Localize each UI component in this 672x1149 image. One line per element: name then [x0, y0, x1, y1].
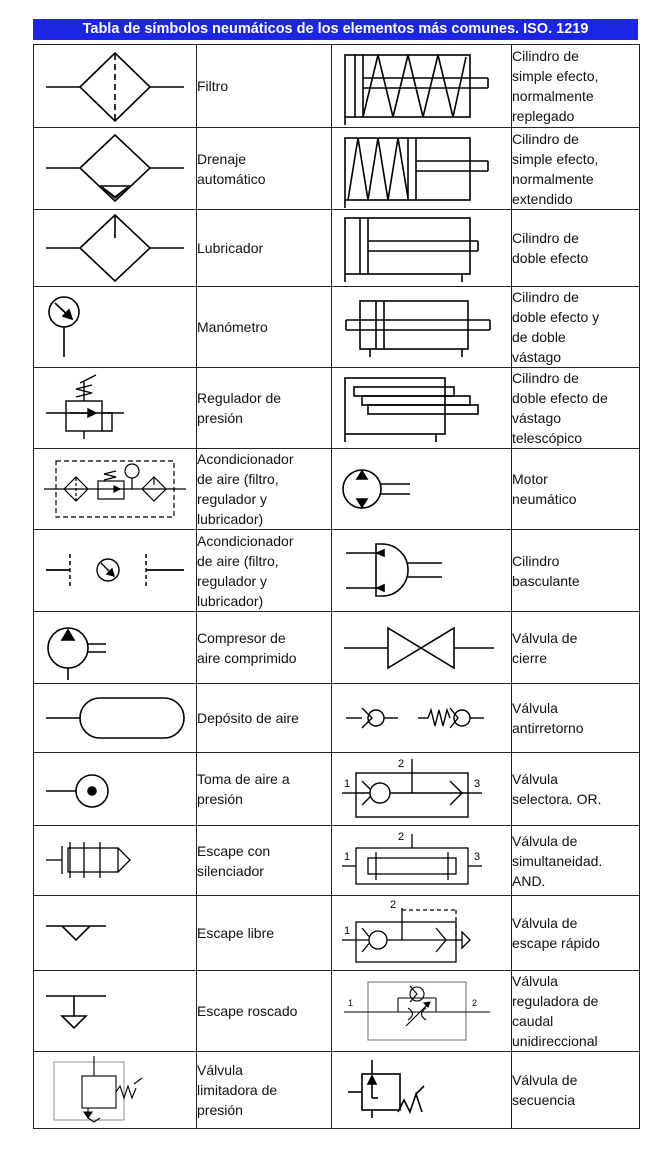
air-conditioning-unit-detailed-icon: [34, 449, 196, 529]
port-label: 3: [474, 778, 481, 790]
symbol-label: Cilindro de simple efecto, normalmente extendido: [512, 130, 599, 207]
symbol-cell: [332, 449, 512, 530]
port-label: 2: [472, 997, 478, 1008]
symbol-cell: [332, 612, 512, 684]
symbol-label: Compresor de aire comprimido: [197, 629, 297, 666]
symbol-cell: [34, 753, 197, 826]
symbol-label-cell: [512, 287, 640, 368]
symbol-label-cell: [197, 530, 332, 612]
air-tank-symbol-icon: [34, 684, 196, 752]
symbol-label: Válvula selectora. OR.: [512, 771, 602, 807]
symbol-label-cell: [197, 449, 332, 530]
automatic-drain-symbol-icon: [34, 128, 196, 209]
symbol-label: Drenaje automático: [197, 150, 266, 187]
symbol-cell: [34, 530, 197, 612]
threaded-exhaust-symbol-icon: [34, 972, 196, 1051]
port-label: 1: [348, 997, 354, 1008]
symbol-label-cell: [512, 530, 640, 612]
symbol-label: Escape roscado: [197, 1003, 298, 1019]
symbol-cell: [34, 45, 197, 128]
table-row: [34, 612, 640, 684]
two-pressure-valve-and-icon: [332, 826, 511, 895]
symbol-label-cell: [197, 210, 332, 287]
double-acting-cylinder-icon: [332, 210, 511, 286]
symbol-label-cell: [512, 210, 640, 287]
symbol-cell: [332, 287, 512, 368]
symbol-label: Escape libre: [197, 925, 275, 941]
symbol-cell: [332, 971, 512, 1052]
symbol-label: Cilindro de doble efecto de vástago telescópico: [512, 370, 608, 446]
symbol-cell: [34, 210, 197, 287]
symbol-label: Depósito de aire: [197, 710, 299, 726]
symbol-label-cell: [197, 45, 332, 128]
one-way-flow-control-valve-icon: [332, 972, 511, 1051]
symbol-label-cell: [512, 896, 640, 971]
symbol-label: Válvula de escape rápido: [512, 915, 600, 951]
port-label: 2: [398, 758, 405, 770]
symbol-cell: [332, 45, 512, 128]
symbol-label: Válvula de secuencia: [512, 1072, 578, 1108]
lubricator-symbol-icon: [34, 210, 196, 286]
symbol-label-cell: [197, 826, 332, 896]
symbol-label-cell: [197, 612, 332, 684]
symbol-label-cell: [512, 612, 640, 684]
symbol-label: Cilindro de doble efecto: [512, 230, 589, 266]
symbol-label-cell: [512, 826, 640, 896]
symbol-label-cell: [512, 1052, 640, 1129]
shutoff-valve-icon: [332, 612, 511, 683]
symbol-cell: [34, 1052, 197, 1129]
table-row: [34, 128, 640, 210]
telescopic-cylinder-icon: [332, 369, 511, 448]
symbol-label: Válvula antirretorno: [512, 700, 584, 736]
symbol-cell: [332, 368, 512, 449]
free-exhaust-symbol-icon: [34, 896, 196, 970]
table-row: [34, 449, 640, 530]
table-row: [34, 210, 640, 287]
symbol-label-cell: [197, 368, 332, 449]
symbol-label: Regulador de presión: [197, 390, 282, 426]
table-row: [34, 826, 640, 896]
symbol-cell: [34, 287, 197, 368]
symbol-label-cell: [512, 368, 640, 449]
symbol-label: Manómetro: [197, 319, 268, 335]
port-label: 1: [344, 925, 351, 937]
pressure-outlet-symbol-icon: [34, 753, 196, 825]
sequence-valve-icon: [332, 1052, 511, 1128]
symbol-label-cell: [512, 684, 640, 753]
port-label: 1: [344, 851, 351, 863]
single-acting-cylinder-retracted-icon: [332, 45, 511, 127]
port-label: 2: [398, 831, 405, 843]
table-row: [34, 753, 640, 826]
symbol-cell: [332, 896, 512, 971]
symbol-cell: [332, 210, 512, 287]
shuttle-valve-or-icon: [332, 753, 511, 825]
symbol-cell: [34, 368, 197, 449]
pressure-gauge-symbol-icon: [34, 287, 196, 367]
symbol-label-cell: [197, 896, 332, 971]
symbol-label: Filtro: [197, 78, 229, 94]
port-label: 3: [474, 851, 481, 863]
symbol-label-cell: [197, 971, 332, 1052]
check-valve-icon: [332, 684, 511, 752]
symbol-label-cell: [197, 1052, 332, 1129]
compressor-symbol-icon: [34, 612, 196, 683]
symbol-cell: [332, 530, 512, 612]
table-row: [34, 287, 640, 368]
pressure-regulator-symbol-icon: [34, 369, 196, 448]
symbol-label-cell: [197, 287, 332, 368]
table-row: [34, 684, 640, 753]
quick-exhaust-valve-icon: [332, 896, 511, 970]
symbol-cell: [332, 753, 512, 826]
silenced-exhaust-symbol-icon: [34, 826, 196, 895]
symbol-label-cell: [512, 971, 640, 1052]
symbol-cell: [34, 128, 197, 210]
table-row: [34, 1052, 640, 1129]
table-row: [34, 45, 640, 128]
symbol-label-cell: [197, 753, 332, 826]
symbol-label-cell: [512, 45, 640, 128]
symbol-cell: [34, 449, 197, 530]
symbol-cell: [332, 1052, 512, 1129]
symbol-cell: [332, 826, 512, 896]
symbol-label: Cilindro basculante: [512, 552, 580, 589]
symbol-label-cell: [512, 449, 640, 530]
symbol-label: Válvula reguladora de caudal unidireccional: [512, 973, 599, 1049]
symbol-label: Acondicionador de aire (filtro, regulador y lubricador): [197, 532, 294, 609]
port-label: 2: [390, 899, 397, 911]
pneumatic-motor-icon: [332, 449, 511, 529]
symbol-cell: [332, 684, 512, 753]
symbols-table: [33, 44, 640, 1129]
symbol-label: Acondicionador de aire (filtro, regulador y lubricador): [197, 451, 294, 527]
double-rod-cylinder-icon: [332, 287, 511, 367]
symbol-label: Válvula de simultaneidad. AND.: [512, 832, 603, 889]
symbol-cell: [34, 826, 197, 896]
symbol-label-cell: [197, 128, 332, 210]
table-row: [34, 368, 640, 449]
symbol-label: Válvula limitadora de presión: [197, 1062, 278, 1118]
table-row: [34, 971, 640, 1052]
table-title: Tabla de símbolos neumáticos de los elementos más comunes. ISO. 1219: [33, 19, 638, 40]
symbol-cell: [34, 971, 197, 1052]
pressure-relief-valve-symbol-icon: [34, 1052, 196, 1128]
symbol-label-cell: [197, 684, 332, 753]
symbol-label: Cilindro de simple efecto, normalmente replegado: [512, 48, 599, 124]
single-acting-cylinder-extended-icon: [332, 128, 511, 209]
table-row: [34, 530, 640, 612]
symbol-label: Válvula de cierre: [512, 629, 578, 666]
air-conditioning-unit-simplified-icon: [34, 530, 196, 611]
symbol-label-cell: [512, 128, 640, 210]
symbol-cell: [332, 128, 512, 210]
symbol-label: Lubricador: [197, 240, 264, 256]
symbol-label-cell: [512, 753, 640, 826]
symbol-label: Toma de aire a presión: [197, 771, 290, 807]
port-label: 1: [344, 778, 351, 790]
symbol-cell: [34, 612, 197, 684]
filter-symbol-icon: [34, 45, 196, 127]
symbol-label: Escape con silenciador: [197, 842, 271, 879]
rotary-cylinder-icon: [332, 530, 511, 611]
symbol-label: Motor neumático: [512, 471, 577, 507]
symbol-label: Cilindro de doble efecto y de doble vástago: [512, 289, 600, 365]
symbol-cell: [34, 896, 197, 971]
symbol-cell: [34, 684, 197, 753]
table-row: [34, 896, 640, 971]
